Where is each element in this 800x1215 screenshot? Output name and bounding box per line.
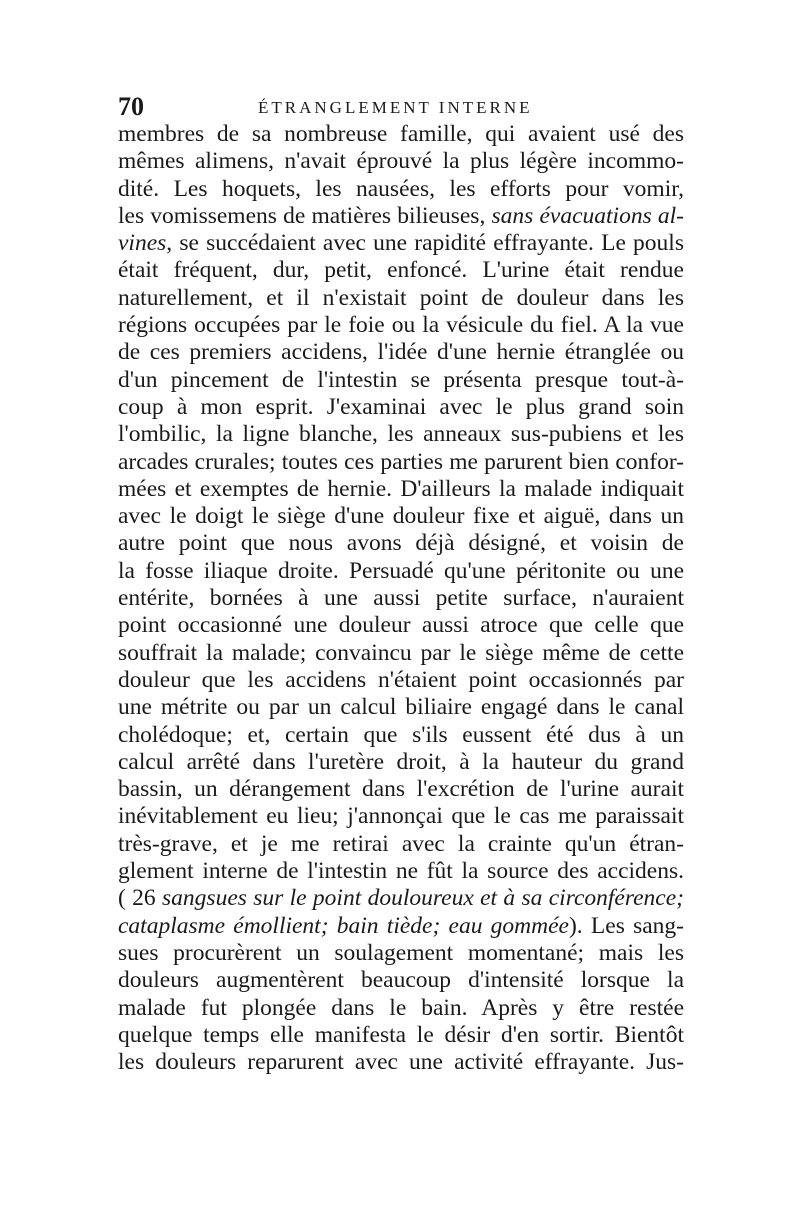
text-line — [118, 230, 684, 257]
text-segment: mées et exemptes de hernie. D'ailleurs la malade indiquait — [118, 475, 684, 502]
text-segment: naturellement, et il n'existait point de douleur dans les — [118, 284, 684, 311]
text-segment: calcul arrêté dans l'uretère droit, à la hauteur du grand — [118, 748, 684, 775]
text-line — [118, 585, 684, 612]
text-line — [118, 148, 684, 175]
text-line — [118, 312, 684, 339]
text-segment: la fosse iliaque droite. Persuadé qu'une péritonite ou une — [118, 557, 684, 584]
text-segment: dité. Les hoquets, les nausées, les efforts pour vomir, — [118, 175, 684, 202]
text-segment: membres de sa nombreuse famille, qui avaient usé des — [118, 121, 684, 147]
text-line — [118, 940, 684, 967]
text-line — [118, 1022, 684, 1049]
text-line — [118, 749, 684, 776]
text-line — [118, 803, 684, 830]
text-line — [118, 367, 684, 394]
text-segment: très-grave, et je me retirai avec la crainte qu'un étran- — [118, 830, 684, 857]
text-segment: mêmes alimens, n'avait éprouvé la plus légère incommo- — [118, 148, 684, 175]
text-line — [118, 176, 684, 203]
text-line — [118, 285, 684, 312]
text-segment: entérite, bornées à une aussi petite surface, n'auraient — [118, 585, 684, 612]
text-line — [118, 558, 684, 585]
text-segment: était fréquent, dur, petit, enfoncé. L'urine était rendue — [118, 257, 684, 284]
body-text — [118, 121, 684, 1076]
text-line — [118, 612, 684, 639]
text-segment: malade fut plongée dans le bain. Après y être restée — [118, 994, 684, 1021]
text-line — [118, 394, 684, 421]
text-line — [118, 421, 684, 448]
text-segment: l'ombilic, la ligne blanche, les anneaux sus-pubiens et les — [118, 421, 684, 448]
text-segment: point occasionné une douleur aussi atroce que celle que — [118, 612, 684, 639]
text-segment: autre point que nous avons déjà désigné, et voisin de — [118, 530, 684, 557]
text-line — [118, 776, 684, 803]
text-segment: ( 26 — [118, 885, 163, 912]
text-line — [118, 257, 684, 284]
text-line — [118, 667, 684, 694]
text-line — [118, 121, 684, 148]
text-line — [118, 503, 684, 530]
text-line — [118, 967, 684, 994]
text-line — [118, 530, 684, 557]
italic-text-segment: sangsues sur le point douloureux et à sa circonférence; — [162, 885, 684, 912]
text-line — [118, 995, 684, 1022]
text-line — [118, 1049, 684, 1076]
text-line — [118, 913, 684, 940]
text-line — [118, 858, 684, 885]
text-line — [118, 476, 684, 503]
text-segment: avec le doigt le siège d'une douleur fixe et aiguë, dans un — [118, 503, 684, 530]
text-segment: douleurs augmentèrent beaucoup d'intensité lorsque la — [118, 967, 684, 994]
text-segment: douleur que les accidens n'étaient point occasionnés par — [118, 666, 684, 693]
text-segment: arcades crurales; toutes ces parties me parurent bien confor- — [118, 448, 684, 475]
text-segment: quelque temps elle manifesta le désir d'en sortir. Bientôt — [118, 1021, 684, 1048]
text-line — [118, 203, 684, 230]
text-line — [118, 694, 684, 721]
text-segment: les vomissemens de matières bilieuses, — [118, 202, 492, 229]
text-segment: régions occupées par le foie ou la vésicule du fiel. A la vue — [118, 312, 684, 339]
text-segment: une métrite ou par un calcul biliaire engagé dans le canal — [118, 694, 684, 721]
page-header — [118, 92, 683, 122]
text-segment: , se succédaient avec une rapidité effrayante. Le pouls — [166, 230, 684, 257]
text-segment: bassin, un dérangement dans l'excrétion de l'urine aurait — [118, 776, 684, 803]
text-segment: sues procurèrent un soulagement momentané; mais les — [118, 939, 684, 966]
text-segment: cholédoque; et, certain que s'ils eussent été dus à un — [118, 721, 684, 748]
italic-text-segment: vines — [118, 230, 167, 257]
text-segment: les douleurs reparurent avec une activité effrayante. Jus- — [118, 1049, 684, 1076]
text-line — [118, 640, 684, 667]
text-segment: ). Les sang- — [568, 912, 684, 939]
text-line — [118, 831, 684, 858]
text-line — [118, 339, 684, 366]
text-segment: coup à mon esprit. J'examinai avec le plus grand soin — [118, 393, 684, 420]
text-segment: inévitablement eu lieu; j'annonçai que le cas me paraissait — [118, 803, 684, 830]
italic-text-segment: cataplasme émollient; bain tiède; eau gommée — [118, 912, 569, 939]
text-line — [118, 449, 684, 476]
italic-text-segment: sans évacuations al- — [491, 202, 685, 229]
text-line — [118, 885, 684, 912]
text-line — [118, 722, 684, 749]
text-segment: souffrait la malade; convaincu par le siège même de cette — [118, 639, 684, 666]
page-number: 70 — [118, 92, 144, 121]
text-segment: d'un pincement de l'intestin se présenta presque tout-à- — [118, 366, 684, 393]
text-segment: de ces premiers accidens, l'idée d'une hernie étranglée ou — [118, 339, 684, 366]
text-segment: glement interne de l'intestin ne fût la source des accidens. — [118, 858, 684, 885]
running-head: ÉTRANGLEMENT INTERNE — [258, 98, 533, 117]
